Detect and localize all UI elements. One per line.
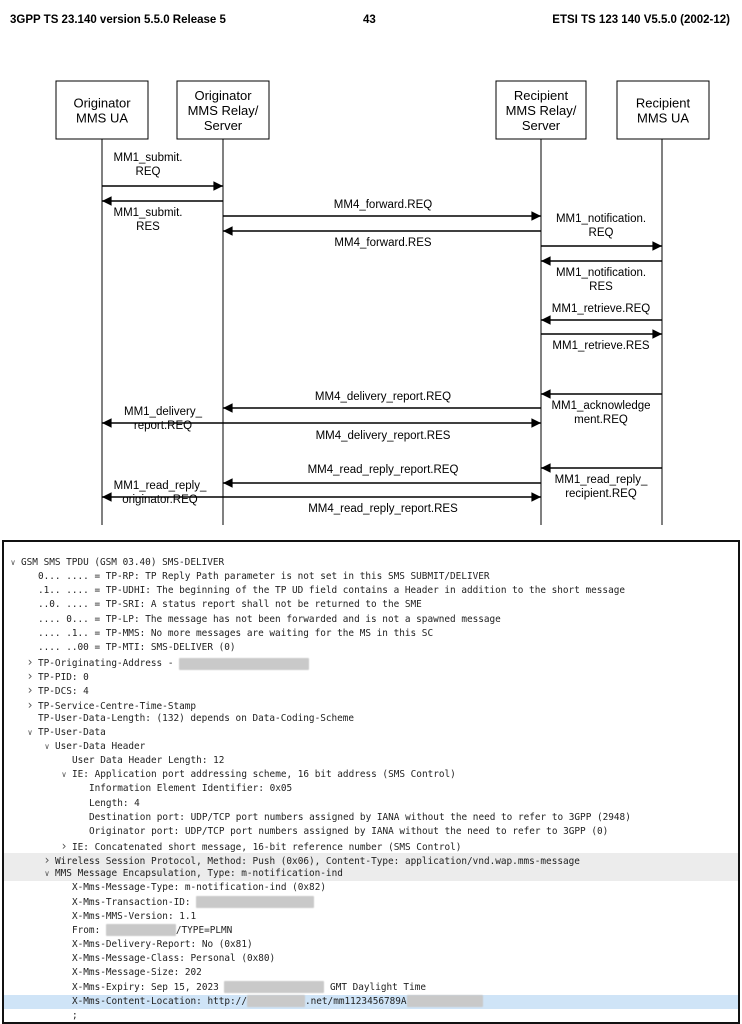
message-label: MM1_retrieve.RES bbox=[552, 340, 650, 352]
tree-row[interactable] bbox=[4, 910, 740, 924]
tree-row[interactable] bbox=[4, 627, 740, 641]
tree-row-text: .1.. .... = TP-UDHI: The beginning of the TP UD field contains a Header in addition to the short message bbox=[38, 585, 625, 597]
tree-row[interactable] bbox=[4, 641, 740, 655]
entity-label: MMS Relay/ bbox=[187, 103, 259, 118]
tree-row[interactable] bbox=[4, 698, 740, 712]
tree-row-text: X-Mms-Message-Size: 202 bbox=[72, 967, 202, 979]
collapse-toggle-icon[interactable]: › bbox=[60, 839, 68, 853]
message-label: RES bbox=[136, 221, 160, 233]
message-label: MM1_retrieve.REQ bbox=[551, 303, 651, 315]
tree-row[interactable] bbox=[4, 797, 740, 811]
message-label: recipient.REQ bbox=[565, 488, 637, 500]
tree-row[interactable] bbox=[4, 995, 740, 1009]
tree-row-text: .... ..00 = TP-MTI: SMS-DELIVER (0) bbox=[38, 641, 236, 653]
message-label: MM4_forward.RES bbox=[334, 237, 432, 249]
tree-row[interactable] bbox=[4, 712, 740, 726]
tree-row[interactable] bbox=[4, 981, 740, 995]
tree-row-text: User Data Header Length: 12 bbox=[72, 755, 225, 767]
tree-row[interactable] bbox=[4, 938, 740, 952]
collapse-toggle-icon[interactable]: › bbox=[26, 669, 34, 684]
packet-details-tree[interactable] bbox=[2, 540, 740, 1024]
message-label: MM4_forward.REQ bbox=[333, 199, 433, 211]
message-label: REQ bbox=[588, 227, 614, 239]
tree-row-text: TP-Originating-Address - bbox=[38, 658, 180, 670]
tree-row-text: X-Mms-Delivery-Report: No (0x81) bbox=[72, 939, 253, 951]
tree-row-text: .... 0... = TP-LP: The message has not been forwarded and is not a spawned message bbox=[38, 613, 501, 625]
collapse-toggle-icon[interactable]: › bbox=[26, 683, 34, 698]
tree-row-text: TP-User-Data-Length: (132) depends on Data-Coding-Scheme bbox=[38, 712, 355, 724]
message-label: MM1_notification. bbox=[555, 267, 647, 279]
redacted-value bbox=[196, 896, 314, 908]
tree-row-text: X-Mms-MMS-Version: 1.1 bbox=[72, 910, 197, 922]
tree-row-text: X-Mms-Expiry: Sep 15, 2023 bbox=[72, 981, 225, 993]
message-label: RES bbox=[589, 281, 613, 293]
tree-row-text: X-Mms-Message-Type: m-notification-ind (0x82) bbox=[72, 882, 326, 894]
entity-label: Recipient bbox=[635, 95, 691, 111]
tree-row-text: User-Data Header bbox=[55, 740, 146, 752]
entity-label: Originator bbox=[73, 95, 131, 111]
tree-row-text: Wireless Session Protocol, Method: Push (0x06), Content-Type: application/vnd.wap.mms-message bbox=[55, 856, 580, 868]
tree-row-text: Destination port: UDP/TCP port numbers assigned by IANA without the need to refer to 3GPP (2948) bbox=[89, 811, 631, 823]
tree-row[interactable] bbox=[4, 867, 740, 881]
tree-row-text: IE: Application port addressing scheme, 16 bit address (SMS Control) bbox=[72, 769, 456, 781]
tree-row[interactable] bbox=[4, 655, 740, 669]
collapse-toggle-icon[interactable]: › bbox=[26, 655, 34, 670]
tree-row-text: IE: Concatenated short message, 16-bit reference number (SMS Control) bbox=[72, 842, 462, 853]
tree-row-text: 0... .... = TP-RP: TP Reply Path parameter is not set in this SMS SUBMIT/DELIVER bbox=[38, 571, 490, 583]
doc-header-right: ETSI TS 123 140 V5.5.0 (2002-12) bbox=[552, 14, 730, 26]
entity-label: Server bbox=[521, 118, 561, 133]
tree-row[interactable] bbox=[4, 1009, 740, 1023]
expand-toggle-icon[interactable]: ∨ bbox=[10, 558, 16, 567]
message-label: REQ bbox=[135, 166, 161, 178]
tree-row-text: Originator port: UDP/TCP port numbers assigned by IANA without the need to refer to 3GPP (0) bbox=[89, 825, 609, 837]
tree-row[interactable] bbox=[4, 896, 740, 910]
redacted-value bbox=[179, 658, 309, 670]
message-label: MM1_submit. bbox=[113, 207, 183, 219]
tree-row[interactable] bbox=[4, 966, 740, 980]
tree-row-text: X-Mms-Message-Class: Personal (0x80) bbox=[72, 953, 276, 965]
entity-label: MMS UA bbox=[76, 110, 128, 126]
tree-row-text: Information Element Identifier: 0x05 bbox=[89, 783, 293, 795]
redacted-value bbox=[407, 995, 483, 1007]
message-label: MM1_read_reply_ bbox=[113, 480, 207, 492]
tree-row-text: GSM SMS TPDU (GSM 03.40) SMS-DELIVER bbox=[21, 557, 225, 568]
tree-row[interactable] bbox=[4, 924, 740, 938]
tree-row-text: Length: 4 bbox=[89, 797, 140, 809]
collapse-toggle-icon[interactable]: › bbox=[43, 853, 51, 868]
collapse-toggle-icon[interactable]: › bbox=[26, 697, 34, 712]
tree-row-text: TP-Service-Centre-Time-Stamp bbox=[38, 700, 197, 712]
tree-row[interactable] bbox=[4, 839, 740, 853]
tree-row[interactable] bbox=[4, 613, 740, 627]
tree-row[interactable] bbox=[4, 881, 740, 895]
message-label: MM4_delivery_report.RES bbox=[315, 430, 451, 442]
doc-page-number: 43 bbox=[363, 14, 376, 26]
message-label: MM4_read_reply_report.RES bbox=[308, 503, 458, 515]
tree-row-text: X-Mms-Content-Location: http:// bbox=[72, 995, 247, 1007]
message-label: MM1_notification. bbox=[555, 213, 647, 225]
redacted-value bbox=[247, 995, 305, 1007]
message-label: MM4_delivery_report.REQ bbox=[314, 391, 452, 403]
tree-row-text: MMS Message Encapsulation, Type: m-notification-ind bbox=[55, 868, 343, 880]
tree-row[interactable] bbox=[4, 726, 740, 740]
message-label: ment.REQ bbox=[574, 414, 628, 426]
expand-toggle-icon[interactable]: ∨ bbox=[44, 869, 50, 879]
tree-row[interactable] bbox=[4, 669, 740, 683]
tree-row-text: ; bbox=[72, 1009, 78, 1021]
tree-row[interactable] bbox=[4, 570, 740, 584]
tree-row[interactable] bbox=[4, 825, 740, 839]
tree-row-text-suffix: GMT Daylight Time bbox=[324, 981, 427, 993]
tree-row-text: X-Mms-Transaction-ID: bbox=[72, 896, 197, 908]
expand-toggle-icon[interactable]: ∨ bbox=[61, 770, 67, 780]
message-label: MM1_delivery_ bbox=[124, 406, 202, 418]
tree-row-text-suffix: /TYPE=PLMN bbox=[175, 924, 233, 936]
tree-row[interactable] bbox=[4, 811, 740, 825]
tree-row[interactable] bbox=[4, 556, 740, 570]
tree-row[interactable] bbox=[4, 740, 740, 754]
expand-toggle-icon[interactable]: ∨ bbox=[27, 727, 33, 737]
redacted-value bbox=[224, 981, 324, 993]
entity-label: Server bbox=[203, 118, 243, 133]
tree-row-text: .... .1.. = TP-MMS: No more messages are waiting for the MS in this SC bbox=[38, 627, 434, 639]
message-label: originator.REQ bbox=[122, 494, 198, 506]
tree-row-text: TP-PID: 0 bbox=[38, 672, 89, 684]
message-label: MM1_submit. bbox=[113, 152, 183, 164]
tree-row[interactable] bbox=[4, 853, 740, 867]
tree-row[interactable] bbox=[4, 952, 740, 966]
tree-row-text: ..0. .... = TP-SRI: A status report shall not be returned to the SME bbox=[38, 599, 422, 611]
message-label: MM4_read_reply_report.REQ bbox=[307, 464, 459, 476]
message-label: MM1_acknowledge bbox=[551, 400, 651, 412]
expand-toggle-icon[interactable]: ∨ bbox=[44, 741, 50, 751]
message-label: MM1_read_reply_ bbox=[554, 474, 648, 486]
tree-row-text: From: bbox=[72, 924, 106, 936]
tree-row[interactable] bbox=[4, 584, 740, 598]
message-label: report.REQ bbox=[133, 420, 193, 432]
entity-label: Recipient bbox=[513, 88, 569, 103]
entity-label: MMS Relay/ bbox=[505, 103, 577, 118]
redacted-value bbox=[106, 924, 176, 936]
tree-row-text: TP-DCS: 4 bbox=[38, 686, 89, 698]
tree-row[interactable] bbox=[4, 683, 740, 697]
entity-label: Originator bbox=[194, 88, 252, 103]
entity-label: MMS UA bbox=[637, 110, 689, 126]
doc-header-left: 3GPP TS 23.140 version 5.5.0 Release 5 bbox=[10, 14, 226, 26]
tree-row[interactable] bbox=[4, 768, 740, 782]
tree-row-text-suffix: .net/mm1123456789A bbox=[304, 995, 407, 1007]
tree-row[interactable] bbox=[4, 782, 740, 796]
tree-row[interactable] bbox=[4, 754, 740, 768]
tree-row-text: TP-User-Data bbox=[38, 726, 106, 738]
tree-row[interactable] bbox=[4, 598, 740, 612]
